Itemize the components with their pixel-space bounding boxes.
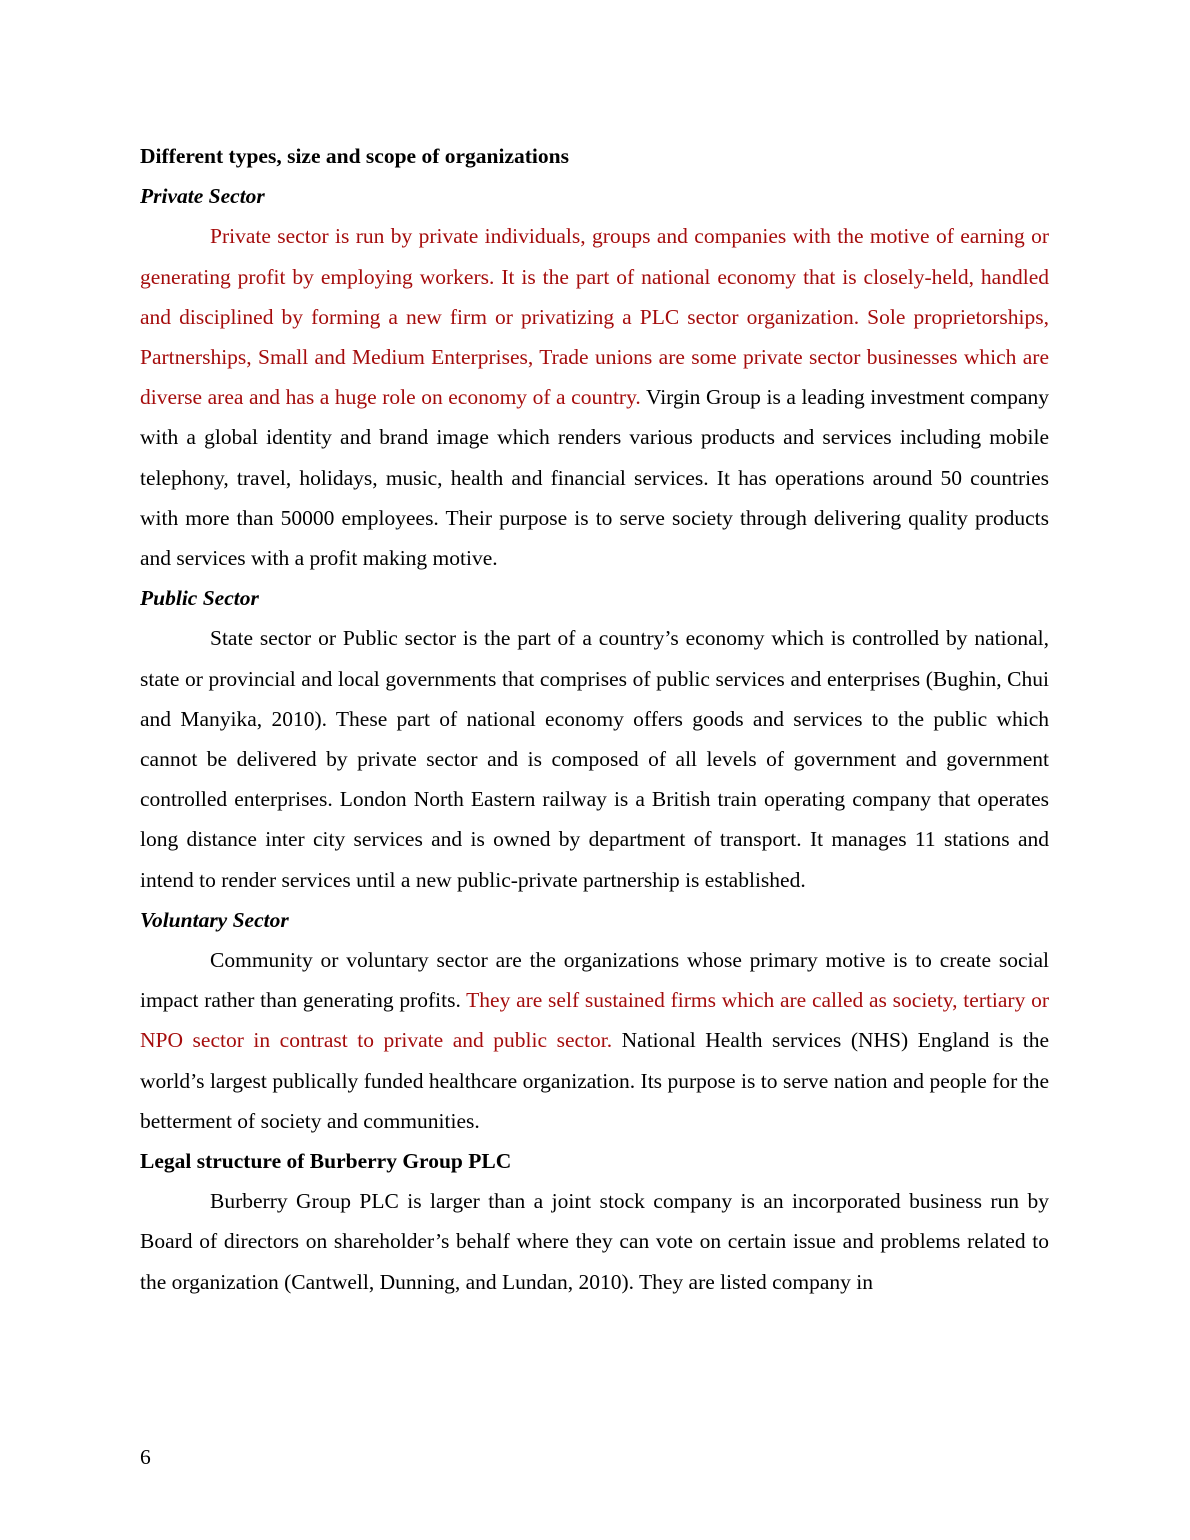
voluntary-sector-highlighted-text: They are self sustained firms which are called as society, tertiary or NPO sector in contrast to private and public sector. xyxy=(140,988,1049,1053)
voluntary-sector-paragraph xyxy=(140,940,1049,1141)
section-title: Different types, size and scope of organizations xyxy=(140,144,569,168)
legal-structure-paragraph: Burberry Group PLC is larger than a joint stock company is an incorporated business run by Board of directors on shareholder’s behalf where they can vote on certain issue and problems related to the organization (Cantwell, Dunning, and Lundan, 2010). They are listed company in xyxy=(140,1189,1049,1294)
legal-structure-heading: Legal structure of Burberry Group PLC xyxy=(140,1149,512,1174)
page-number: 6 xyxy=(140,1445,151,1469)
private-sector-highlighted-text: Private sector is run by private individuals, groups and companies with the motive of earning or generating profit by employing workers. It is the part of national economy that is closely-held, handled and disciplined by forming a new firm or privatizing a PLC sector organization. Sole proprietorships, Partnerships, Small and Medium Enterprises, Trade unions are some private sector businesses which are diverse area and has a huge role on economy of a country. xyxy=(140,224,1049,410)
private-sector-paragraph xyxy=(140,216,1049,578)
voluntary-sector-text-after: National Health services (NHS) England is the world’s largest publically funded healthcare organization. Its purpose is to serve nation and people for the betterment of society and communities. xyxy=(140,1028,1049,1133)
document-body xyxy=(140,136,1049,1302)
public-sector-paragraph: State sector or Public sector is the part of a country’s economy which is controlled by national, state or provincial and local governments that comprises of public services and enterprises (Bughin, Chui and Manyika, 2010). These part of national economy offers goods and services to the public which cannot be delivered by private sector and is composed of all levels of government and government controlled enterprises. London North Eastern railway is a British train operating company that operates long distance inter city services and is owned by department of transport. It manages 11 stations and intend to render services until a new public-private partnership is established. xyxy=(140,626,1049,892)
public-sector-heading: Public Sector xyxy=(140,586,259,611)
voluntary-sector-heading: Voluntary Sector xyxy=(140,907,289,932)
private-sector-heading: Private Sector xyxy=(140,184,265,209)
private-sector-text: Virgin Group is a leading investment company with a global identity and brand image which renders various products and services including mobile telephony, travel, holidays, music, health and financial services. It has operations around 50 countries with more than 50000 employees. Their purpose is to serve society through delivering quality products and services with a profit making motive. xyxy=(140,385,1049,571)
voluntary-sector-text-before: Community or voluntary sector are the organizations whose primary motive is to create social impact rather than generating profits. xyxy=(140,948,1049,1013)
